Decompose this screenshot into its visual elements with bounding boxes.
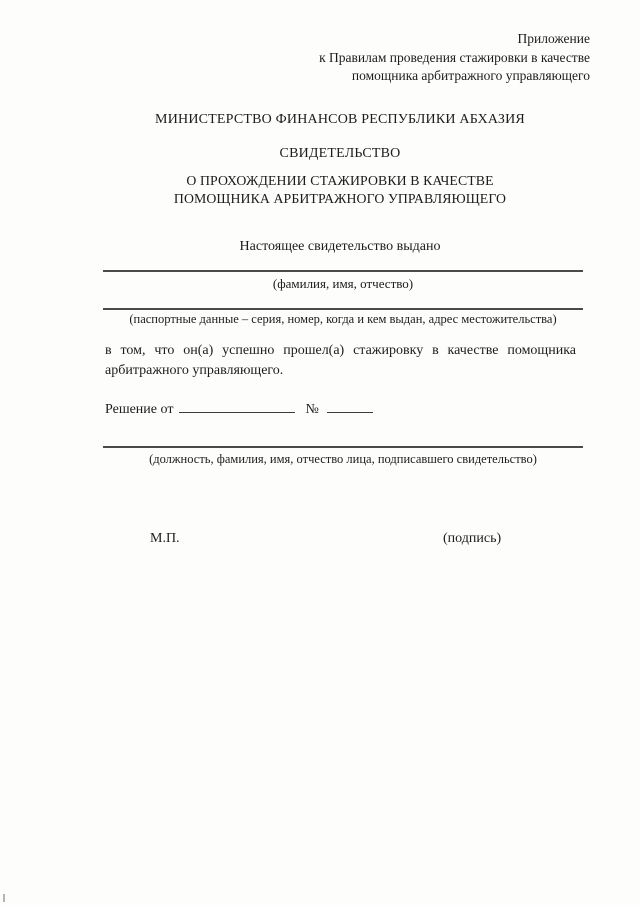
full-name-caption: (фамилия, имя, отчество) (272, 276, 414, 291)
document-type-heading: СВИДЕТЕЛЬСТВО (279, 146, 401, 161)
scan-artifact (3, 894, 5, 902)
decision-number-blank (327, 398, 373, 413)
body-paragraph: в том, что он(а) успешно прошел(а) стажировку в качестве помощника арбитражного управляющего. (105, 343, 576, 378)
ministry-heading: МИНИСТЕРСТВО ФИНАНСОВ РЕСПУБЛИКИ АБХАЗИЯ (155, 112, 525, 127)
issued-statement: Настоящее свидетельство выдано (239, 239, 441, 254)
signatory-blank-line (103, 446, 583, 448)
decision-date-blank (179, 398, 295, 413)
annex-line: Приложение (517, 31, 590, 46)
annex-line: помощника арбитражного управляющего (351, 68, 590, 83)
numero-sign: № (305, 402, 319, 417)
signature-caption: (подпись) (443, 531, 502, 546)
full-name-blank-line (103, 270, 583, 272)
decision-label: Решение от (105, 402, 174, 417)
passport-blank-line (103, 308, 583, 310)
annex-reference (319, 30, 590, 86)
annex-line: к Правилам проведения стажировки в качестве (319, 49, 590, 65)
passport-caption: (паспортные данные – серия, номер, когда и кем выдан, адрес местожительства) (129, 312, 557, 326)
signatory-caption: (должность, фамилия, имя, отчество лица, подписавшего свидетельство) (149, 452, 537, 466)
stamp-place-label: М.П. (150, 531, 180, 546)
document-title (50, 172, 630, 208)
document-title-line: О ПРОХОЖДЕНИИ СТАЖИРОВКИ В КАЧЕСТВЕ (186, 173, 494, 188)
stamp-signature-row (0, 531, 640, 551)
document-title-line: ПОМОЩНИКА АРБИТРАЖНОГО УПРАВЛЯЮЩЕГО (173, 191, 507, 206)
decision-line (105, 398, 373, 420)
